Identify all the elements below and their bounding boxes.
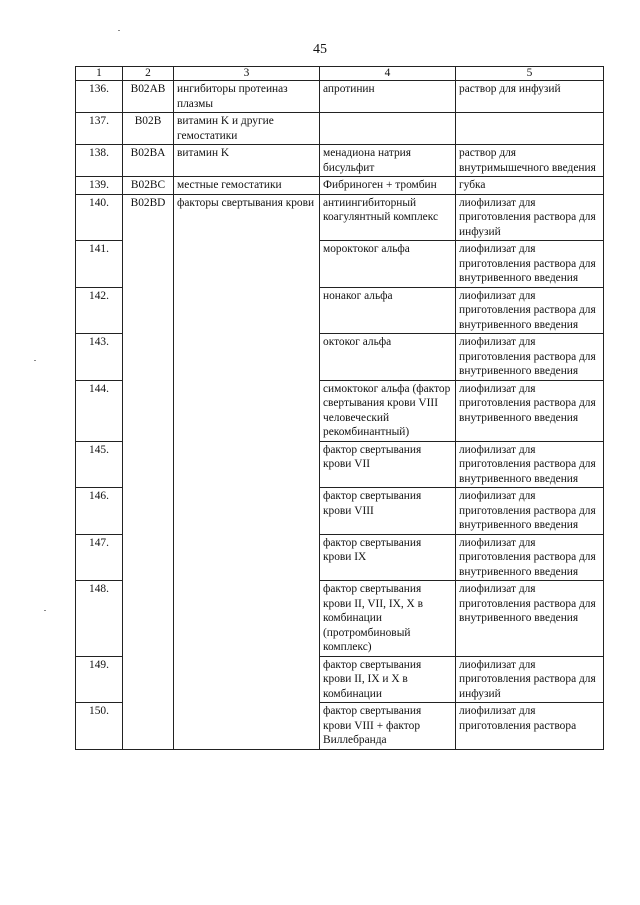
dosage-form: раствор для инфузий	[456, 81, 604, 113]
drug-substance: антиингибиторный коагулянтный комплекс	[320, 194, 456, 241]
drug-substance: мороктоког альфа	[320, 241, 456, 288]
row-number: 147.	[76, 534, 123, 581]
drug-substance: октоког альфа	[320, 334, 456, 381]
page-number: 45	[313, 42, 327, 57]
drug-group: местные гемостатики	[174, 177, 320, 195]
dosage-form: лиофилизат для приготовления раствора для внутривенного введения	[456, 488, 604, 535]
header-row	[76, 67, 604, 81]
row-number: 141.	[76, 241, 123, 288]
drug-group: витамин K	[174, 145, 320, 177]
atc-code: B02BA	[123, 145, 174, 177]
table-row	[76, 194, 604, 241]
drug-substance: нонаког альфа	[320, 287, 456, 334]
drug-substance: фактор свертывания крови IX	[320, 534, 456, 581]
row-number: 149.	[76, 656, 123, 703]
dosage-form	[456, 113, 604, 145]
atc-code: B02B	[123, 113, 174, 145]
dosage-form: лиофилизат для приготовления раствора для внутривенного введения	[456, 241, 604, 288]
drug-substance: фактор свертывания крови VII	[320, 441, 456, 488]
row-number: 142.	[76, 287, 123, 334]
drug-substance: фактор свертывания крови VIII	[320, 488, 456, 535]
atc-code: B02BD	[123, 194, 174, 749]
dosage-form: лиофилизат для приготовления раствора для внутривенного введения	[456, 581, 604, 657]
scan-speck	[34, 360, 36, 361]
row-number: 145.	[76, 441, 123, 488]
column-header: 3	[174, 67, 320, 81]
table-row	[76, 113, 604, 145]
dosage-form: лиофилизат для приготовления раствора для внутривенного введения	[456, 380, 604, 441]
dosage-form: лиофилизат для приготовления раствора для внутривенного введения	[456, 334, 604, 381]
column-header: 1	[76, 67, 123, 81]
drug-substance: менадиона натрия бисульфит	[320, 145, 456, 177]
drug-substance: Фибриноген + тромбин	[320, 177, 456, 195]
table-row	[76, 177, 604, 195]
drug-substance: фактор свертывания крови VIII + фактор Виллебранда	[320, 703, 456, 750]
atc-code: B02BC	[123, 177, 174, 195]
dosage-form: лиофилизат для приготовления раствора	[456, 703, 604, 750]
dosage-form: раствор для внутримышечного введения	[456, 145, 604, 177]
drug-list-table	[75, 66, 604, 750]
row-number: 148.	[76, 581, 123, 657]
table-row	[76, 81, 604, 113]
row-number: 138.	[76, 145, 123, 177]
row-number: 144.	[76, 380, 123, 441]
drug-group: факторы свертывания крови	[174, 194, 320, 749]
dosage-form: губка	[456, 177, 604, 195]
column-header: 2	[123, 67, 174, 81]
drug-substance: апротинин	[320, 81, 456, 113]
drug-substance: фактор свертывания крови II, IX и X в комбинации	[320, 656, 456, 703]
drug-substance: фактор свертывания крови II, VII, IX, X в комбинации (протромбиновый комплекс)	[320, 581, 456, 657]
row-number: 140.	[76, 194, 123, 241]
drug-group: ингибиторы протеиназ плазмы	[174, 81, 320, 113]
scan-speck	[44, 610, 46, 611]
dosage-form: лиофилизат для приготовления раствора для внутривенного введения	[456, 441, 604, 488]
dosage-form: лиофилизат для приготовления раствора для внутривенного введения	[456, 287, 604, 334]
row-number: 137.	[76, 113, 123, 145]
row-number: 139.	[76, 177, 123, 195]
column-header: 4	[320, 67, 456, 81]
column-header: 5	[456, 67, 604, 81]
scan-speck	[118, 30, 120, 31]
row-number: 150.	[76, 703, 123, 750]
dosage-form: лиофилизат для приготовления раствора для инфузий	[456, 656, 604, 703]
atc-code: B02AB	[123, 81, 174, 113]
row-number: 143.	[76, 334, 123, 381]
dosage-form: лиофилизат для приготовления раствора для инфузий	[456, 194, 604, 241]
drug-substance: симоктоког альфа (фактор свертывания крови VIII человеческий рекомбинантный)	[320, 380, 456, 441]
dosage-form: лиофилизат для приготовления раствора для внутривенного введения	[456, 534, 604, 581]
row-number: 146.	[76, 488, 123, 535]
drug-group: витамин K и другие гемостатики	[174, 113, 320, 145]
table-row	[76, 145, 604, 177]
drug-substance	[320, 113, 456, 145]
row-number: 136.	[76, 81, 123, 113]
